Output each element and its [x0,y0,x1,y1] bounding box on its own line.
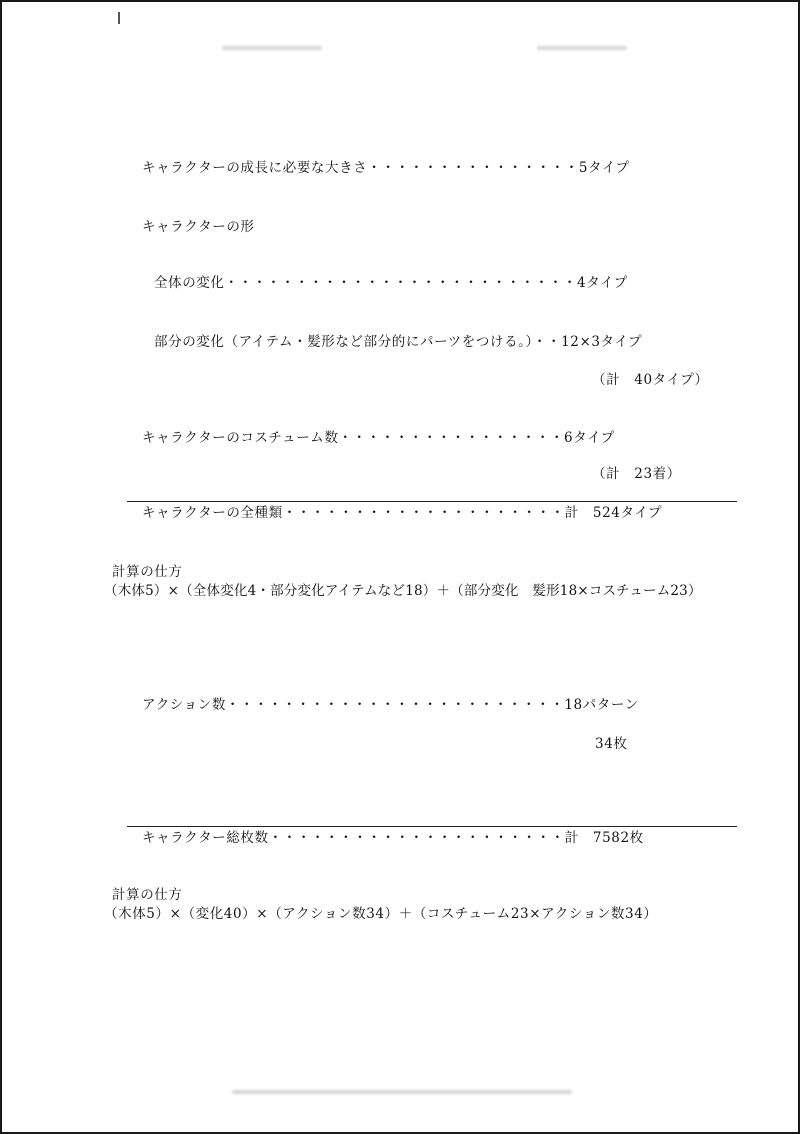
partial-change-line: 部分の変化（アイテム・髪形など部分的にパーツをつける。）・・12×3タイプ [154,334,643,350]
scan-smudge [222,46,322,50]
costume-total-line: （計 23着） [592,466,681,482]
character-frames-total-line: キャラクター総枚数・・・・・・・・・・・・・・・・・・・・・計 7582枚 [142,830,644,846]
calculation-formula: （木体5）×（変化40）×（アクション数34）＋（コスチューム23×アクション数34） [104,906,658,922]
scan-smudge [537,46,627,50]
calculation-heading: 計算の仕方 [112,564,183,580]
calculation-formula: （木体5）×（全体変化4・部分変化アイテムなど18）＋（部分変化 髪形18×コスチューム23） [104,583,702,599]
action-frames-line: 34枚 [595,736,628,752]
growth-size-line: キャラクターの成長に必要な大きさ・・・・・・・・・・・・・・・5タイプ [142,160,630,176]
divider-rule [127,826,737,827]
calculation-heading: 計算の仕方 [112,887,183,903]
scan-mark [118,12,120,24]
divider-rule [127,501,737,502]
scan-smudge [232,1090,572,1094]
costume-count-line: キャラクターのコスチューム数・・・・・・・・・・・・・・・・6タイプ [142,430,615,446]
character-types-total-line: キャラクターの全種類・・・・・・・・・・・・・・・・・・・・計 524タイプ [142,505,663,521]
character-shape-heading: キャラクターの形 [142,219,255,235]
shape-total-line: （計 40タイプ） [592,372,709,388]
overall-change-line: 全体の変化・・・・・・・・・・・・・・・・・・・・・・・・・4タイプ [154,275,628,291]
action-count-line: アクション数・・・・・・・・・・・・・・・・・・・・・・・・18パターン [142,697,639,713]
